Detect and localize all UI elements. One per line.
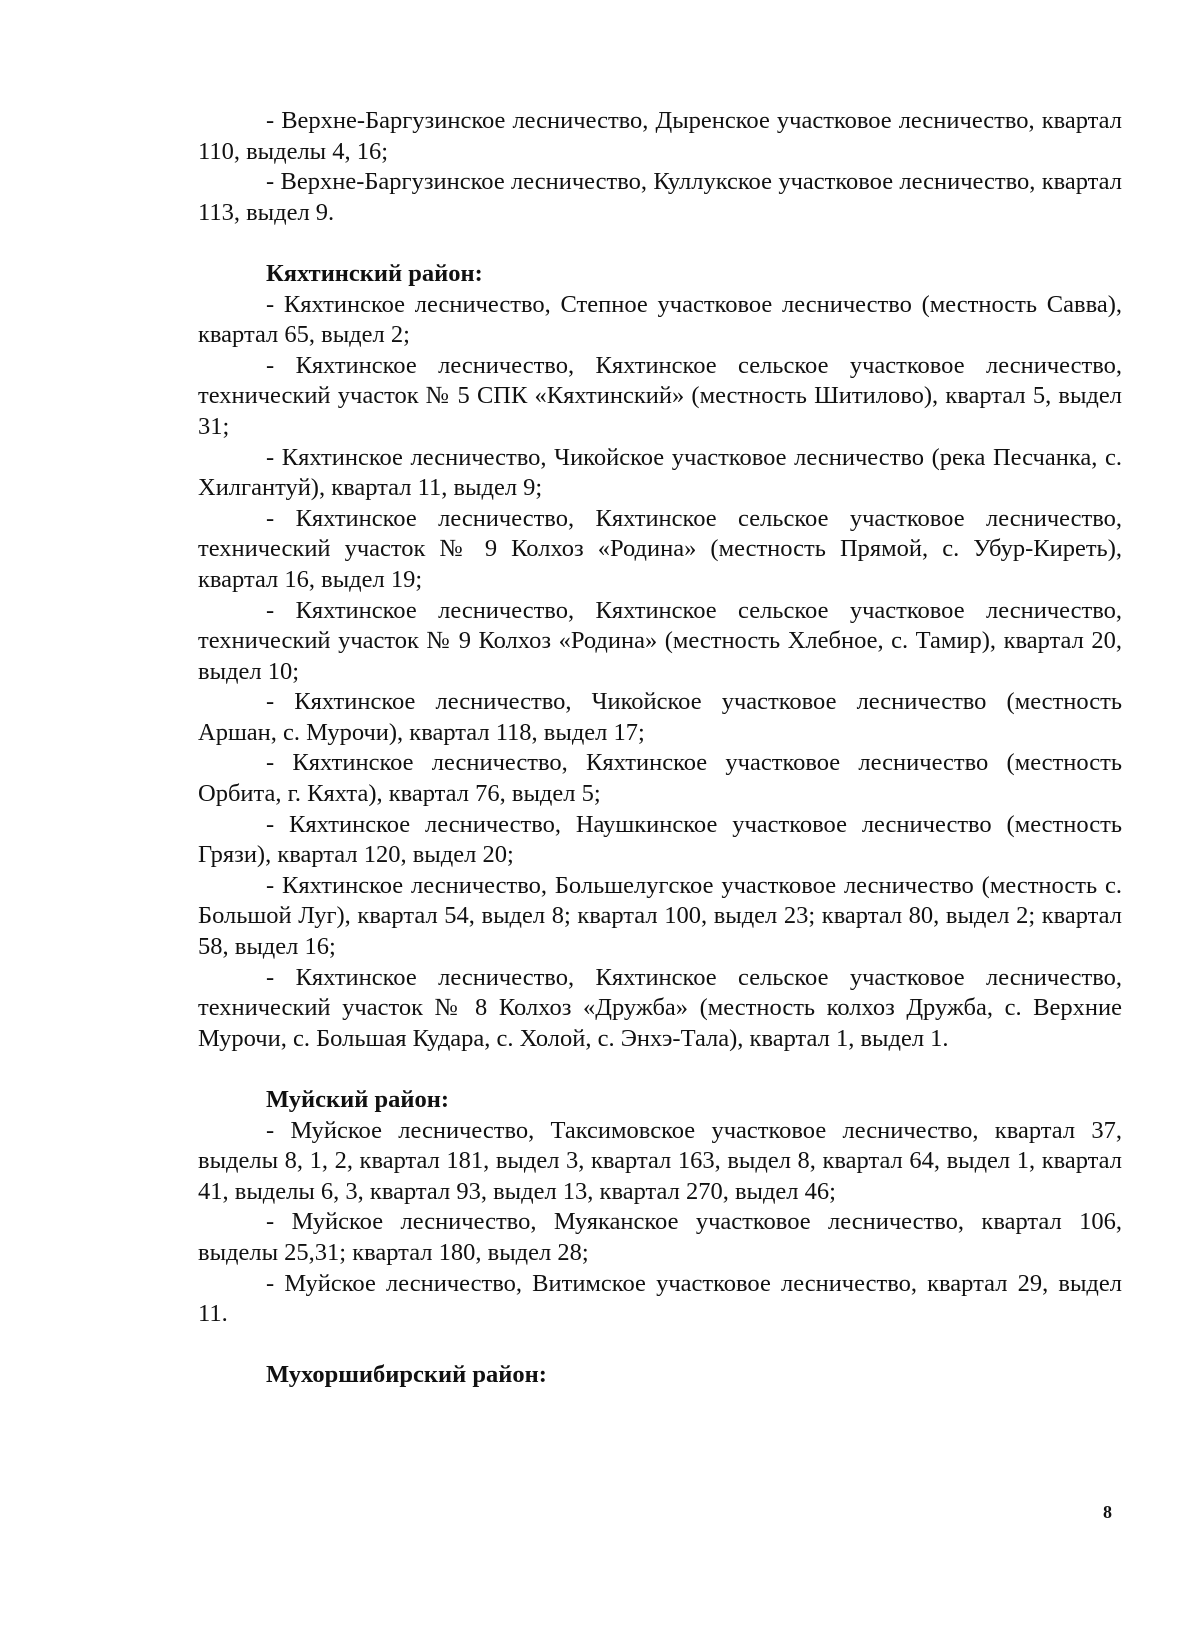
list-item: - Верхне-Баргузинское лесничество, Дыренское участковое лесничество, квартал 110, выделы 4, 16; <box>198 107 1122 165</box>
section-kyakhtinsky <box>198 259 1122 1054</box>
list-item: - Кяхтинское лесничество, Кяхтинское сельское участковое лесничество, технический участок № 9 Колхоз «Родина» (местность Хлебное, с. Тамир), квартал 20, выдел 10; <box>198 596 1122 685</box>
list-item: - Кяхтинское лесничество, Чикойское участковое лесничество (река Песчанка, с. Хилгантуй), квартал 11, выдел 9; <box>198 443 1122 502</box>
section-heading: Мухоршибирский район: <box>266 1361 547 1389</box>
section-mukhorshibirsky <box>198 1360 1122 1391</box>
list-item: - Кяхтинское лесничество, Степное участковое лесничество (местность Савва), квартал 65, выдел 2; <box>198 290 1122 349</box>
list-item: - Муйское лесничество, Муяканское участковое лесничество, квартал 106, выделы 25,31; квартал 180, выдел 28; <box>198 1208 1122 1266</box>
list-item: - Муйское лесничество, Таксимовское участковое лесничество, квартал 37, выделы 8, 1, 2, квартал 181, выдел 3, квартал 163, выдел 8, квартал 64, выдел 1, квартал 41, выделы 6, 3, квартал 93, выдел 13, квартал 270, выдел 46; <box>198 1116 1122 1205</box>
list-item: - Кяхтинское лесничество, Наушкинское участковое лесничество (местность Грязи), квартал 120, выдел 20; <box>198 810 1122 869</box>
list-item: - Кяхтинское лесничество, Чикойское участковое лесничество (местность Аршан, с. Мурочи), квартал 118, выдел 17; <box>198 688 1122 746</box>
section-muysky <box>198 1085 1122 1330</box>
section-heading: Кяхтинский район: <box>266 259 483 287</box>
page-number: 8 <box>1103 1502 1112 1522</box>
list-item: - Кяхтинское лесничество, Большелугское участковое лесничество (местность с. Большой Луг), квартал 54, выдел 8; квартал 100, выдел 23; квартал 80, выдел 2; квартал 58, выдел 16; <box>198 871 1122 961</box>
document-page <box>198 106 1122 1391</box>
list-item: - Кяхтинское лесничество, Кяхтинское участковое лесничество (местность Орбита, г. Кяхта), квартал 76, выдел 5; <box>198 749 1122 808</box>
list-item: - Кяхтинское лесничество, Кяхтинское сельское участковое лесничество, технический участок № 8 Колхоз «Дружба» (местность колхоз Дружба, с. Верхние Мурочи, с. Большая Кудара, с. Холой, с. Энхэ-Тала), квартал 1, выдел 1. <box>198 963 1122 1052</box>
list-item: - Кяхтинское лесничество, Кяхтинское сельское участковое лесничество, технический участок № 5 СПК «Кяхтинский» (местность Шитилово), квартал 5, выдел 31; <box>198 351 1122 440</box>
list-item: - Верхне-Баргузинское лесничество, Куллукское участковое лесничество, квартал 113, выдел 9. <box>198 168 1122 226</box>
list-item: - Кяхтинское лесничество, Кяхтинское сельское участковое лесничество, технический участок № 9 Колхоз «Родина» (местность Прямой, с. Убур-Киреть), квартал 16, выдел 19; <box>198 504 1122 593</box>
section-continuation <box>198 106 1122 228</box>
section-heading: Муйский район: <box>266 1086 450 1113</box>
list-item: - Муйское лесничество, Витимское участковое лесничество, квартал 29, выдел 11. <box>198 1269 1122 1328</box>
